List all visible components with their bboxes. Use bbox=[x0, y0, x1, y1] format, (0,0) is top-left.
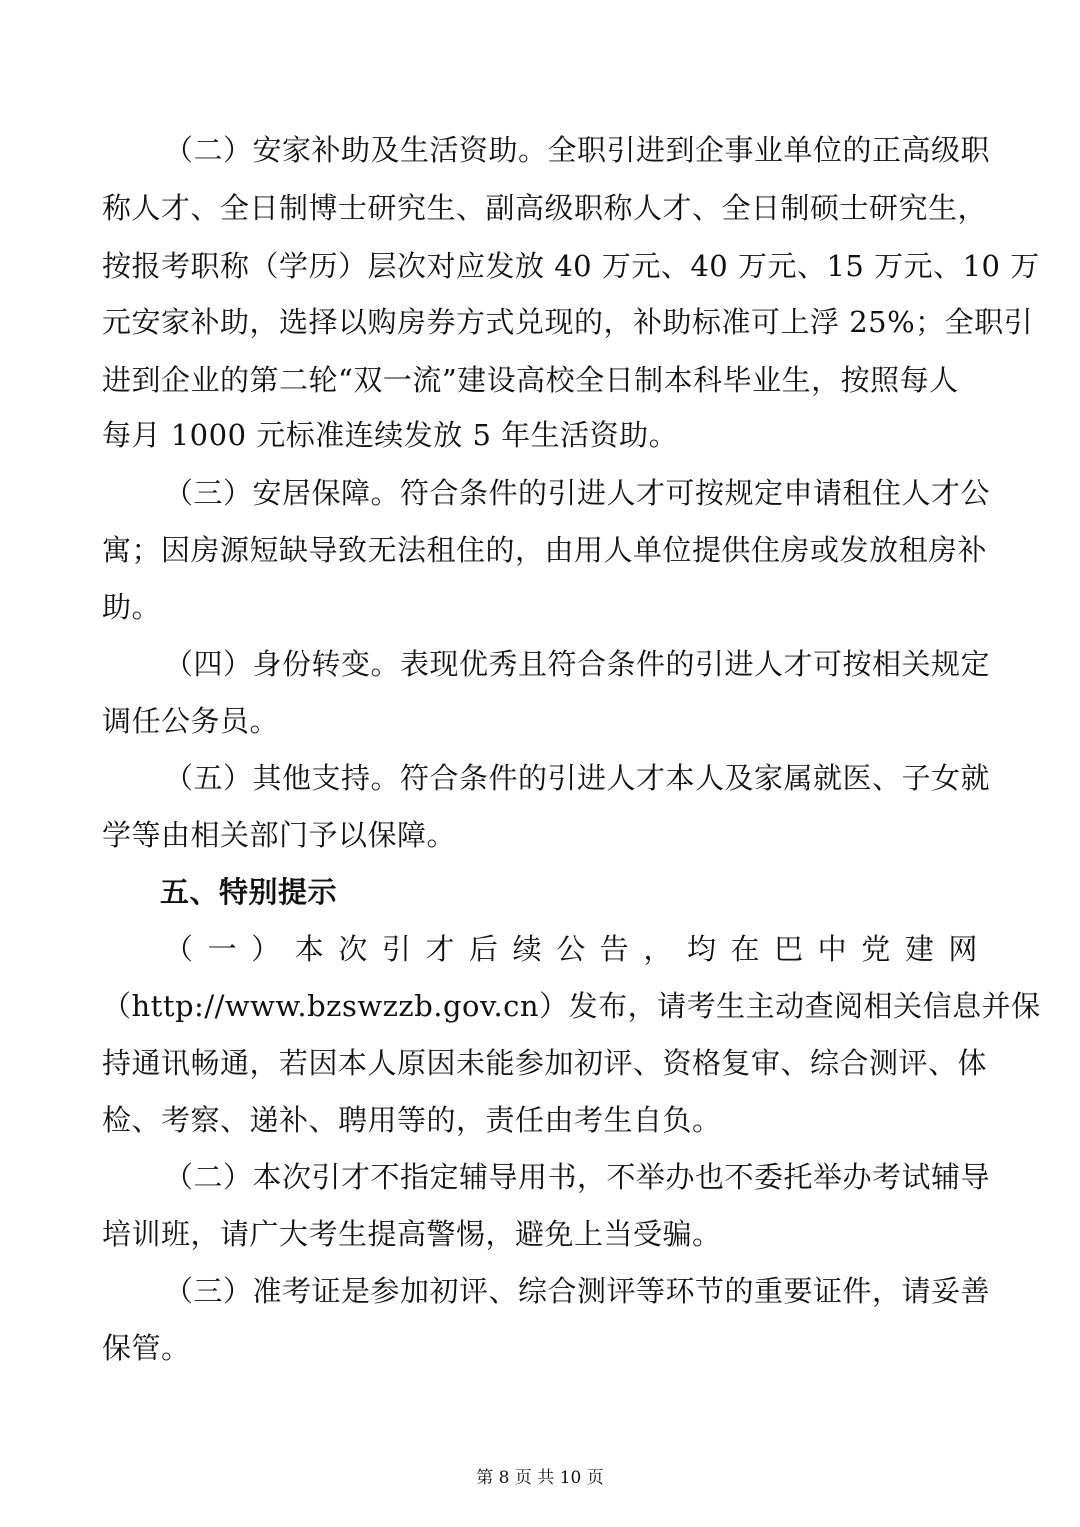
char: 均 bbox=[686, 932, 717, 966]
paragraph-line: 助。 bbox=[102, 590, 162, 624]
char: 建 bbox=[904, 932, 935, 966]
char: 党 bbox=[861, 932, 891, 966]
paragraph-line: （五）其他支持。符合条件的引进人才本人及家属就医、子女就 bbox=[164, 761, 991, 795]
char: 中 bbox=[817, 932, 848, 966]
char: 续 bbox=[512, 932, 543, 966]
paragraph-line: 持通讯畅通，若因本人原因未能参加初评、资格复审、综合测评、体 bbox=[102, 1046, 988, 1080]
paragraph-line: 进到企业的第二轮“双一流”建设高校全日制本科毕业生，按照每人 bbox=[102, 363, 959, 397]
char: 次 bbox=[338, 932, 368, 966]
paragraph-line: （四）身份转变。表现优秀且符合条件的引进人才可按相关规定 bbox=[164, 647, 991, 681]
char: 一 bbox=[207, 932, 238, 966]
char: 在 bbox=[730, 932, 761, 966]
char: ， bbox=[643, 932, 673, 966]
paragraph-line: （三）准考证是参加初评、综合测评等环节的重要证件，请妥善 bbox=[164, 1274, 991, 1308]
char: 引 bbox=[381, 932, 412, 966]
paragraph-line: 寓；因房源短缺导致无法租住的，由用人单位提供住房或发放租房补 bbox=[102, 533, 988, 567]
paragraph-line: 保管。 bbox=[102, 1331, 191, 1365]
paragraph-line: 每月 1000 元标准连续发放 5 年生活资助。 bbox=[102, 418, 679, 452]
paragraph-line: 培训班，请广大考生提高警惕，避免上当受骗。 bbox=[102, 1217, 722, 1251]
paragraph-line: 调任公务员。 bbox=[102, 704, 280, 738]
page-number-footer: 第 8 页 共 10 页 bbox=[476, 1468, 604, 1488]
char: 本 bbox=[294, 932, 325, 966]
paragraph-line: 按报考职称（学历）层次对应发放 40 万元、40 万元、15 万元、10 万 bbox=[102, 249, 1040, 283]
char: ） bbox=[251, 932, 281, 966]
char: 后 bbox=[469, 932, 499, 966]
char: 才 bbox=[425, 932, 455, 966]
paragraph-line: 学等由相关部门予以保障。 bbox=[102, 818, 457, 852]
char: 巴 bbox=[774, 932, 804, 966]
char: 告 bbox=[599, 932, 630, 966]
char: （ bbox=[164, 932, 194, 966]
char: 网 bbox=[948, 932, 978, 966]
char: 公 bbox=[556, 932, 586, 966]
paragraph-line: 称人才、全日制博士研究生、副高级职称人才、全日制硕士研究生， bbox=[102, 191, 988, 225]
paragraph-line: 检、考察、递补、聘用等的，责任由考生自负。 bbox=[102, 1103, 722, 1137]
justified-paragraph-line bbox=[164, 932, 978, 966]
section-heading: 五、特别提示 bbox=[160, 875, 338, 909]
paragraph-line: （三）安居保障。符合条件的引进人才可按规定申请租住人才公 bbox=[164, 476, 991, 510]
paragraph-line: （http://www.bzswzzb.gov.cn）发布，请考生主动查阅相关信息并保 bbox=[102, 989, 1041, 1023]
paragraph-line: 元安家补助，选择以购房券方式兑现的，补助标准可上浮 25%；全职引 bbox=[102, 305, 1034, 339]
paragraph-line: （二）安家补助及生活资助。全职引进到企事业单位的正高级职 bbox=[164, 133, 991, 167]
paragraph-line: （二）本次引才不指定辅导用书，不举办也不委托举办考试辅导 bbox=[164, 1160, 991, 1194]
